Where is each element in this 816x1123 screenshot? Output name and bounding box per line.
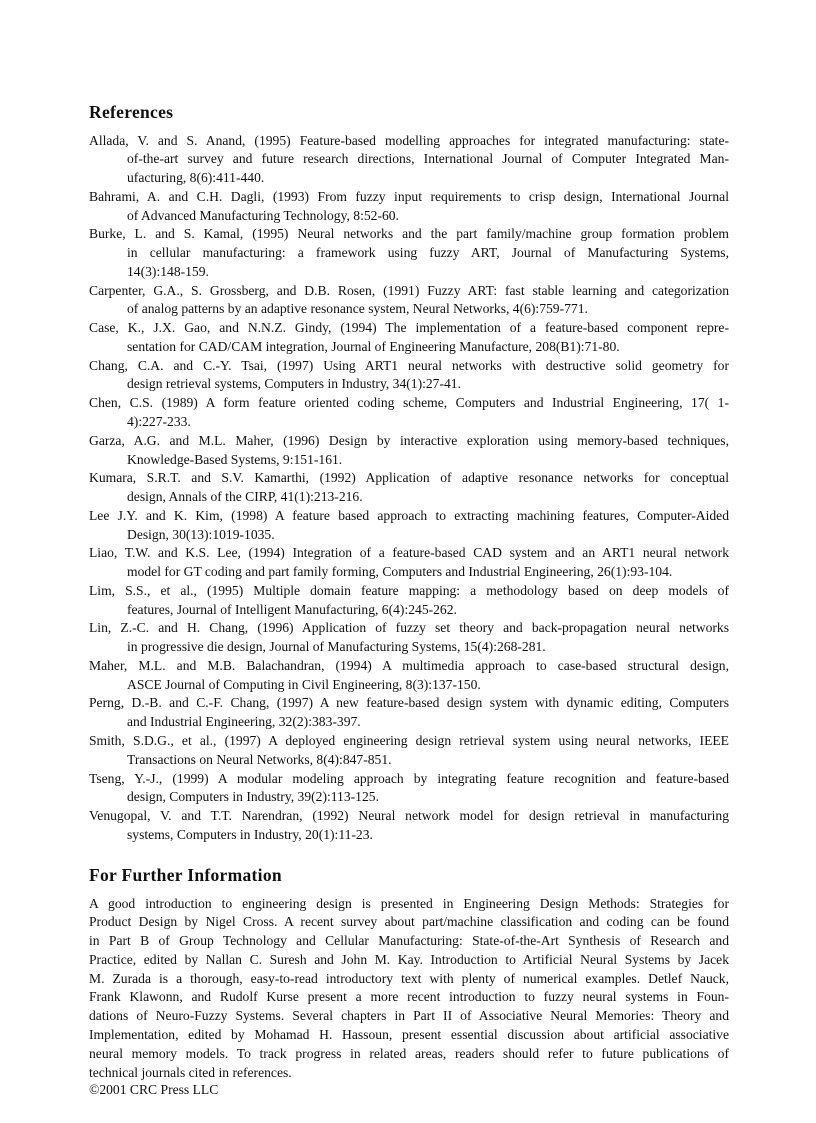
reference-entry [89,657,729,695]
reference-line: Tseng, Y.-J., (1999) A modular modeling approach by integrating feature recognition and feature-based [89,770,729,786]
reference-entry [89,694,729,732]
reference-entry [89,282,729,320]
reference-line: 4):227-233. [127,413,191,429]
reference-entry [89,319,729,357]
paragraph-line: Practice, edited by Nallan C. Suresh and John M. Kay. Introduction to Artificial Neural Systems by Jacek [89,951,729,967]
reference-line: Maher, M.L. and M.B. Balachandran, (1994) A multimedia approach to case-based structural design, [89,657,729,673]
reference-line: Garza, A.G. and M.L. Maher, (1996) Design by interactive exploration using memory-based techniques, [89,432,729,448]
reference-line: ufacturing, 8(6):411-440. [127,170,265,186]
copyright-notice: ©2001 CRC Press LLC [89,1082,219,1097]
reference-line: in cellular manufacturing: a framework using fuzzy ART, Journal of Manufacturing Systems, [127,245,729,261]
reference-line: Transactions on Neural Networks, 8(4):847-851. [127,751,392,767]
reference-entry [89,432,729,470]
reference-line: Kumara, S.R.T. and S.V. Kamarthi, (1992) Application of adaptive resonance networks for conceptual [89,470,729,486]
reference-line: design retrieval systems, Computers in Industry, 34(1):27-41. [127,376,462,392]
reference-line: model for GT coding and part family forming, Computers and Industrial Engineering, 26(1):93-104. [127,564,673,580]
reference-line: Chang, C.A. and C.-Y. Tsai, (1997) Using ART1 neural networks with destructive solid geometry for [89,357,729,373]
paragraph-line: neural memory models. To track progress in related areas, readers should refer to future publications of [89,1045,729,1061]
reference-entry [89,469,729,507]
reference-line: design, Annals of the CIRP, 41(1):213-216. [127,489,363,505]
reference-line: Lin, Z.-C. and H. Chang, (1996) Application of fuzzy set theory and back-propagation neural networks [89,620,729,636]
reference-line: Allada, V. and S. Anand, (1995) Feature-based modelling approaches for integrated manufacturing: state- [89,132,729,148]
reference-line: systems, Computers in Industry, 20(1):11-23. [127,826,373,842]
further-information-heading: For Further Information [89,865,282,885]
reference-line: Lee J.Y. and K. Kim, (1998) A feature based approach to extracting machining features, Computer-Aided [89,507,729,523]
reference-line: of Advanced Manufacturing Technology, 8:52-60. [127,207,399,223]
paragraph-line: dations of Neuro-Fuzzy Systems. Several chapters in Part II of Associative Neural Memories: Theory and [89,1008,729,1024]
reference-entry [89,132,729,188]
paragraph-line: technical journals cited in references. [89,1064,292,1080]
reference-line: Carpenter, G.A., S. Grossberg, and D.B. Rosen, (1991) Fuzzy ART: fast stable learning and categorization [89,282,729,298]
paragraph-line: Frank Klawonn, and Rudolf Kurse present a more recent introduction to fuzzy neural systems in Foun- [89,989,729,1005]
reference-line: Lim, S.S., et al., (1995) Multiple domain feature mapping: a methodology based on deep models of [89,582,729,598]
reference-entry [89,732,729,770]
reference-line: Case, K., J.X. Gao, and N.N.Z. Gindy, (1994) The implementation of a feature-based component repre- [89,320,729,336]
reference-line: Design, 30(13):1019-1035. [127,526,275,542]
reference-line: and Industrial Engineering, 32(2):383-397. [127,714,361,730]
reference-line: sentation for CAD/CAM integration, Journal of Engineering Manufacture, 208(B1):71-80. [127,338,620,354]
reference-line: 14(3):148-159. [127,263,209,279]
references-heading: References [89,102,174,122]
paragraph-line: A good introduction to engineering design is presented in Engineering Design Methods: Strategies for [89,895,729,911]
reference-line: Bahrami, A. and C.H. Dagli, (1993) From fuzzy input requirements to crisp design, International Journal [89,188,729,204]
reference-line: of-the-art survey and future research directions, International Journal of Computer Integrated Man- [127,151,729,167]
reference-line: Chen, C.S. (1989) A form feature oriented coding scheme, Computers and Industrial Engineering, 17( 1- [89,395,729,411]
reference-line: features, Journal of Intelligent Manufacturing, 6(4):245-262. [127,601,457,617]
paragraph-line: Implementation, edited by Mohamad H. Hassoun, present essential discussion about artificial associative [89,1027,729,1043]
paragraph-line: Product Design by Nigel Cross. A recent survey about part/machine classification and coding can be found [89,914,729,930]
reference-line: ASCE Journal of Computing in Civil Engineering, 8(3):137-150. [127,676,481,692]
reference-entry [89,394,729,432]
reference-entry [89,582,729,620]
reference-entry [89,807,729,845]
reference-line: Liao, T.W. and K.S. Lee, (1994) Integration of a feature-based CAD system and an ART1 neural network [89,545,729,561]
reference-line: Venugopal, V. and T.T. Narendran, (1992) Neural network model for design retrieval in manufacturing [89,808,729,824]
paragraph-line: in Part B of Group Technology and Cellular Manufacturing: State-of-the-Art Synthesis of Research and [89,933,729,949]
reference-line: Knowledge-Based Systems, 9:151-161. [127,451,343,467]
reference-line: Burke, L. and S. Kamal, (1995) Neural networks and the part family/machine group formation problem [89,226,729,242]
reference-entry [89,770,729,808]
reference-entry [89,507,729,545]
paragraph-line: M. Zurada is a thorough, easy-to-read introductory text with plenty of numerical examples. Detlef Nauck, [89,970,729,986]
reference-entry [89,544,729,582]
reference-line: Perng, D.-B. and C.-F. Chang, (1997) A new feature-based design system with dynamic editing, Computers [89,695,729,711]
reference-line: of analog patterns by an adaptive resonance system, Neural Networks, 4(6):759-771. [127,301,588,317]
reference-entry [89,357,729,395]
references-list [89,132,729,845]
reference-line: in progressive die design, Journal of Manufacturing Systems, 15(4):268-281. [127,639,546,655]
reference-line: design, Computers in Industry, 39(2):113-125. [127,789,379,805]
reference-entry [89,619,729,657]
further-information-paragraph [89,895,729,1083]
reference-entry [89,225,729,281]
reference-entry [89,188,729,226]
reference-line: Smith, S.D.G., et al., (1997) A deployed engineering design retrieval system using neural networks, IEEE [89,733,729,748]
